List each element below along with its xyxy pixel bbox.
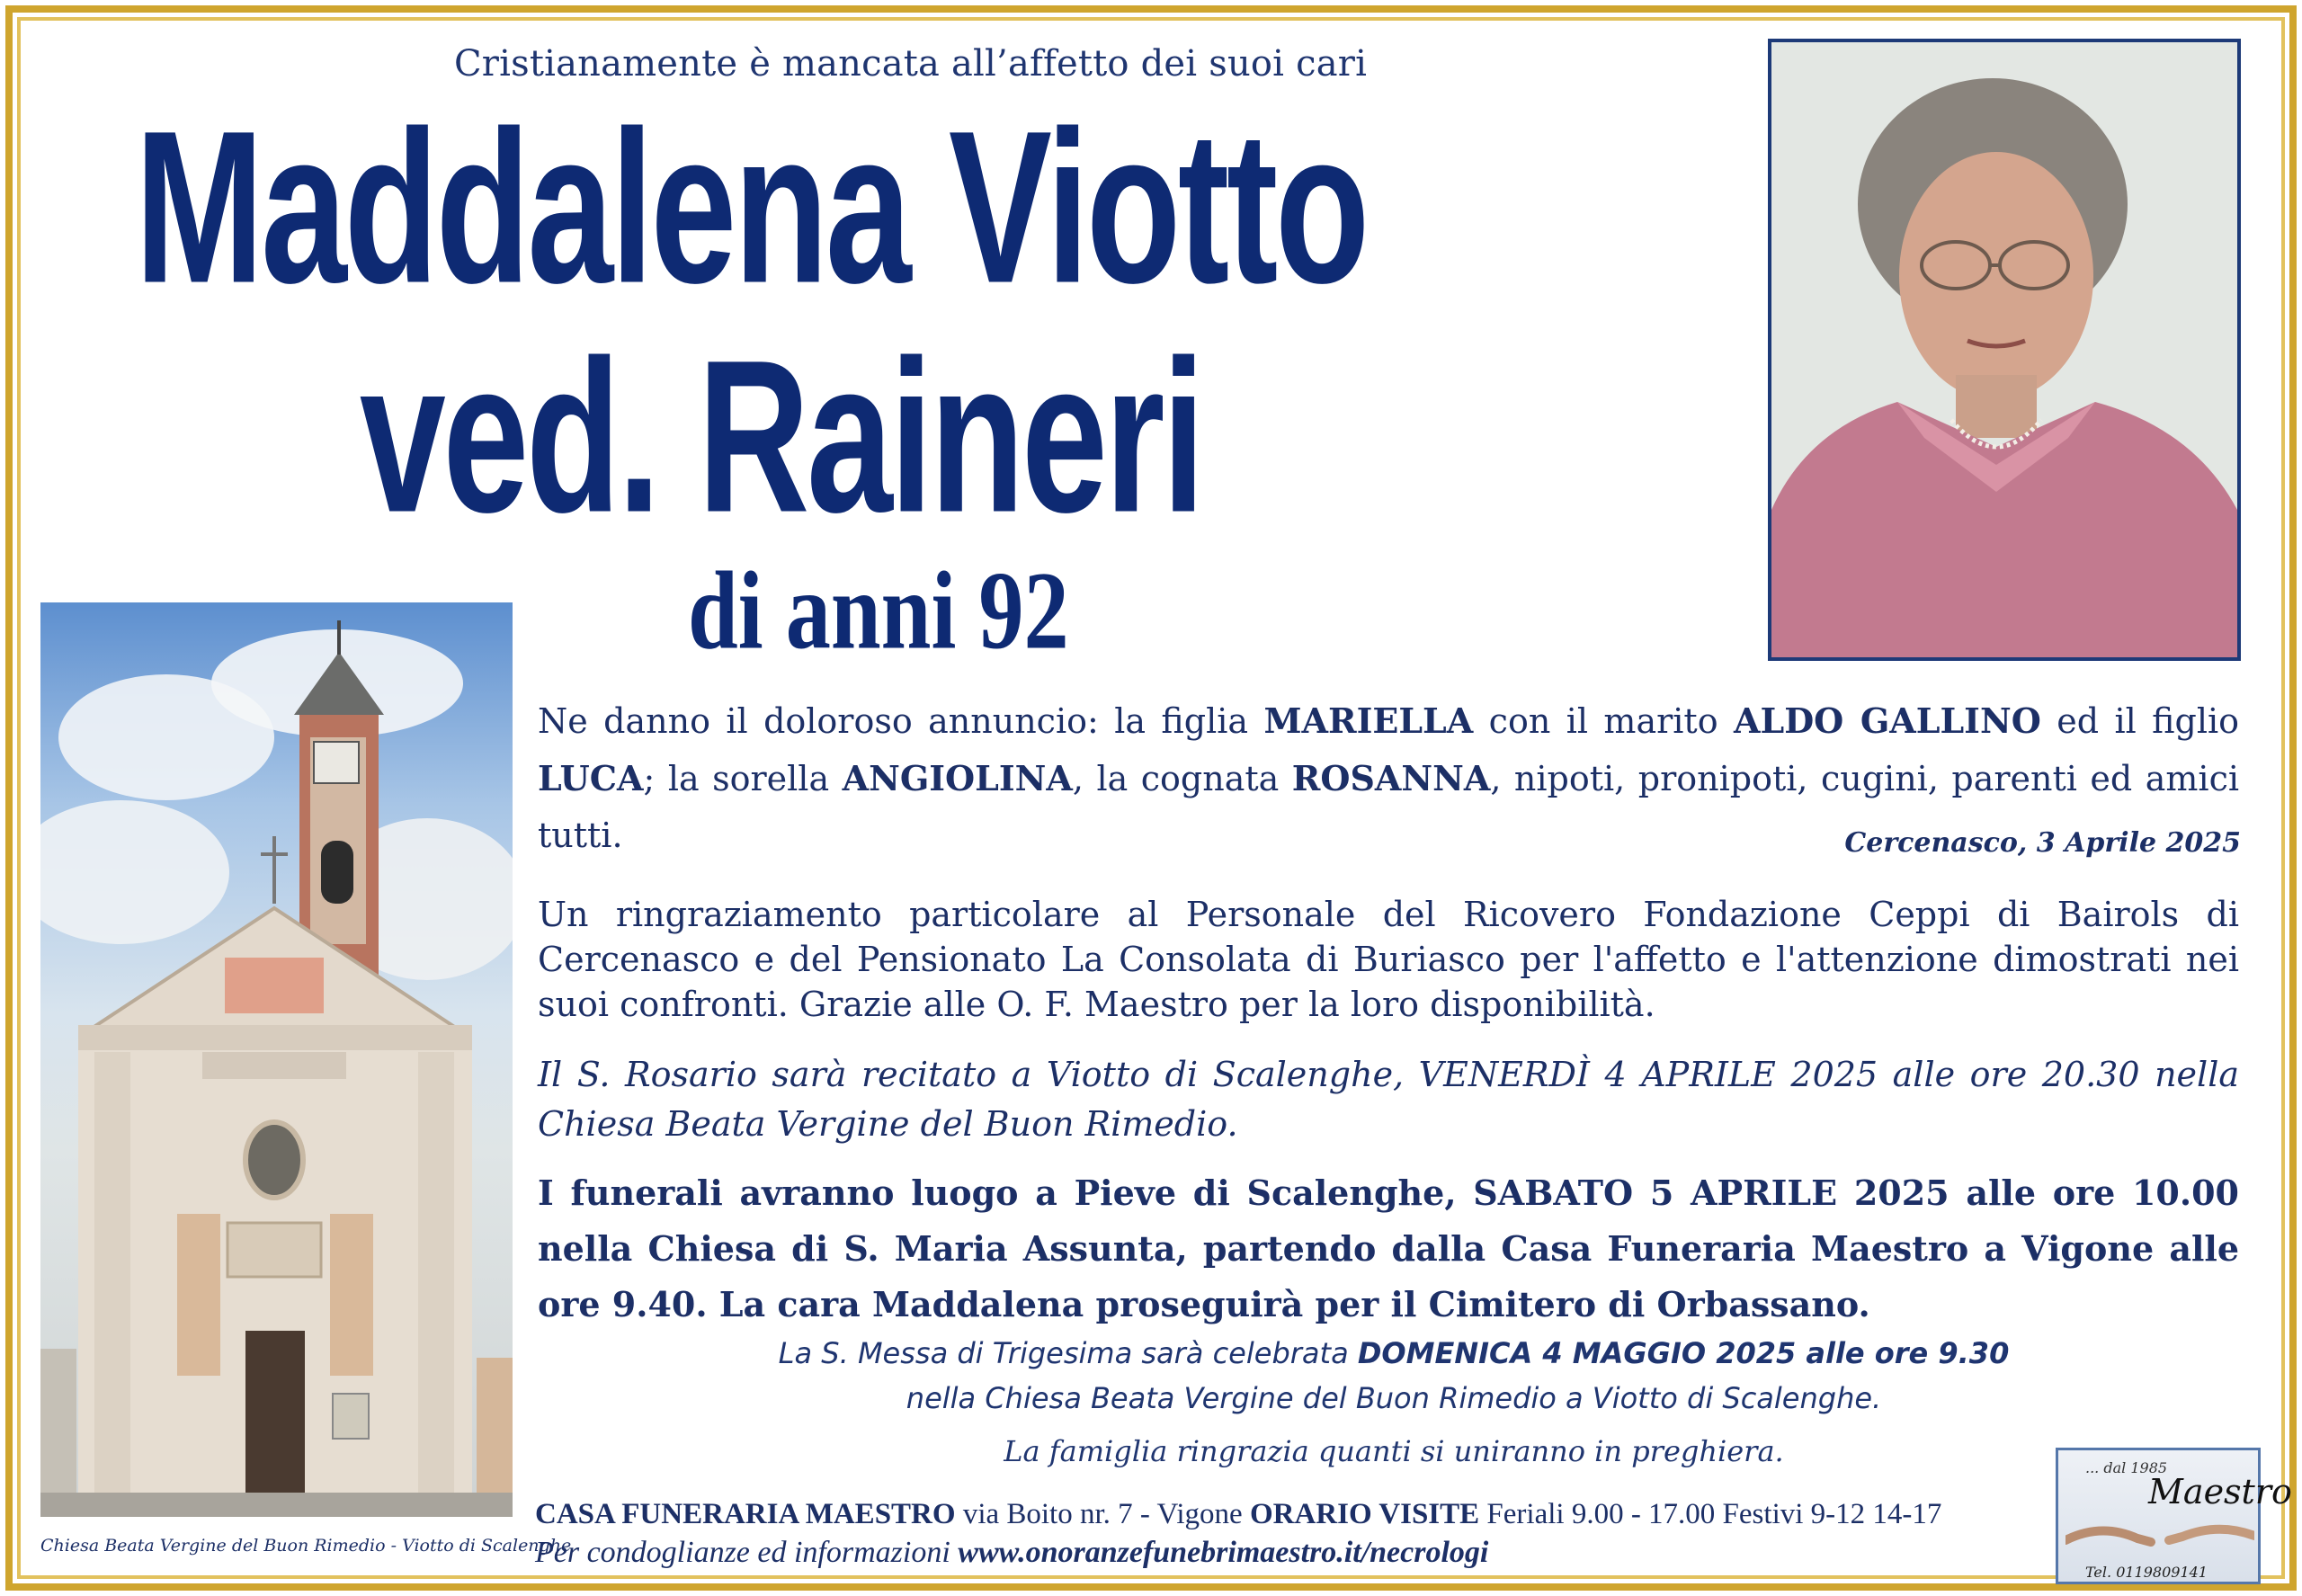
relative-name: LUCA: [538, 758, 644, 798]
visits-hours: Feriali 9.00 - 17.00 Festivi 9-12 14-17: [1479, 1498, 1942, 1530]
maestro-logo: [2056, 1448, 2292, 1584]
logo-brand: Maestro: [2148, 1472, 2292, 1511]
announcement-text: con il marito: [1473, 701, 1734, 741]
relative-name: ROSANNA: [1291, 758, 1491, 798]
place-date: Cercenasco, 3 Aprile 2025: [1844, 827, 2241, 859]
church-caption: Chiesa Beata Vergine del Buon Rimedio - Viotto di Scalenghe: [40, 1536, 572, 1556]
logo-phone: Tel. 0119809141: [2085, 1564, 2208, 1581]
funeral-paragraph: I funerali avranno luogo a Pieve di Scalenghe, SABATO 5 APRILE 2025 alle ore 10.00 nella Chiesa di S. Maria Assunta, partendo dalla Casa Funeraria Maestro a Vigone alle ore 9.40. La cara Maddalena proseguirà per il Cimitero di Orbassano.: [538, 1172, 2239, 1324]
funeral-home-name: CASA FUNERARIA MAESTRO: [535, 1498, 956, 1530]
rosary-paragraph: Il S. Rosario sarà recitato a Viotto di Scalenghe, VENERDÌ 4 APRILE 2025 alle ore 20.30 nella Chiesa Beata Vergine del Buon Rimedio.: [538, 1055, 2239, 1144]
condolences-label: Per condoglianze ed informazioni: [535, 1536, 959, 1569]
condolences-link[interactable]: www.onoranzefunebrimaestro.it/necrologi: [958, 1536, 1489, 1569]
relative-name: MARIELLA: [1263, 700, 1474, 741]
portrait-image: [1771, 42, 2237, 657]
relative-name: ALDO GALLINO: [1734, 700, 2041, 741]
mass-line1: [629, 1331, 2158, 1376]
relative-name: ANGIOLINA: [842, 758, 1073, 798]
deceased-age: di anni 92: [688, 548, 1069, 673]
logo-since: ... dal 1985: [2085, 1459, 2168, 1476]
mass-date: DOMENICA 4 MAGGIO 2025 alle ore 9.30: [1357, 1336, 2010, 1370]
mass-notice: [629, 1331, 2158, 1421]
intro-line: Cristianamente è mancata all’affetto dei suoi cari: [454, 43, 1368, 85]
condolences-line: [535, 1536, 1488, 1570]
thanks-paragraph: Un ringraziamento particolare al Personale del Ricovero Fondazione Ceppi di Bairols di Cercenasco e del Pensionato La Consolata di Buriasco per l'affetto e l'attenzione dimostrati nei suoi confronti. Grazie alle O. F. Maestro per la loro disponibilità.: [538, 895, 2239, 1024]
portrait-photo: [1768, 39, 2241, 661]
church-photo: [40, 602, 513, 1517]
announcement-text: ed il figlio: [2040, 701, 2240, 741]
deceased-name-line2: ved. Raineri: [360, 315, 1202, 558]
hands-icon: [2066, 1513, 2254, 1563]
announcement-lead: Ne danno il doloroso annuncio: la figlia: [538, 701, 1264, 741]
funeral-home-line: [535, 1498, 1941, 1531]
announcement-text: , la cognata: [1072, 759, 1292, 798]
deceased-name-line1: Maddalena Viotto: [135, 85, 1367, 329]
announcement-text: , nipoti, pronipoti, cugini, parenti ed amici tutti.: [538, 759, 2240, 855]
funeral-home-address: via Boito nr. 7 - Vigone: [955, 1498, 1250, 1530]
mass-line2: nella Chiesa Beata Vergine del Buon Rimedio a Viotto di Scalenghe.: [906, 1381, 1882, 1415]
family-thanks: La famiglia ringrazia quanti si uniranno in preghiera.: [1004, 1434, 1784, 1468]
church-image: [40, 602, 513, 1517]
visits-label: ORARIO VISITE: [1249, 1498, 1480, 1530]
announcement-text: ; la sorella: [643, 759, 843, 798]
mass-text: La S. Messa di Trigesima sarà celebrata: [778, 1336, 1358, 1370]
